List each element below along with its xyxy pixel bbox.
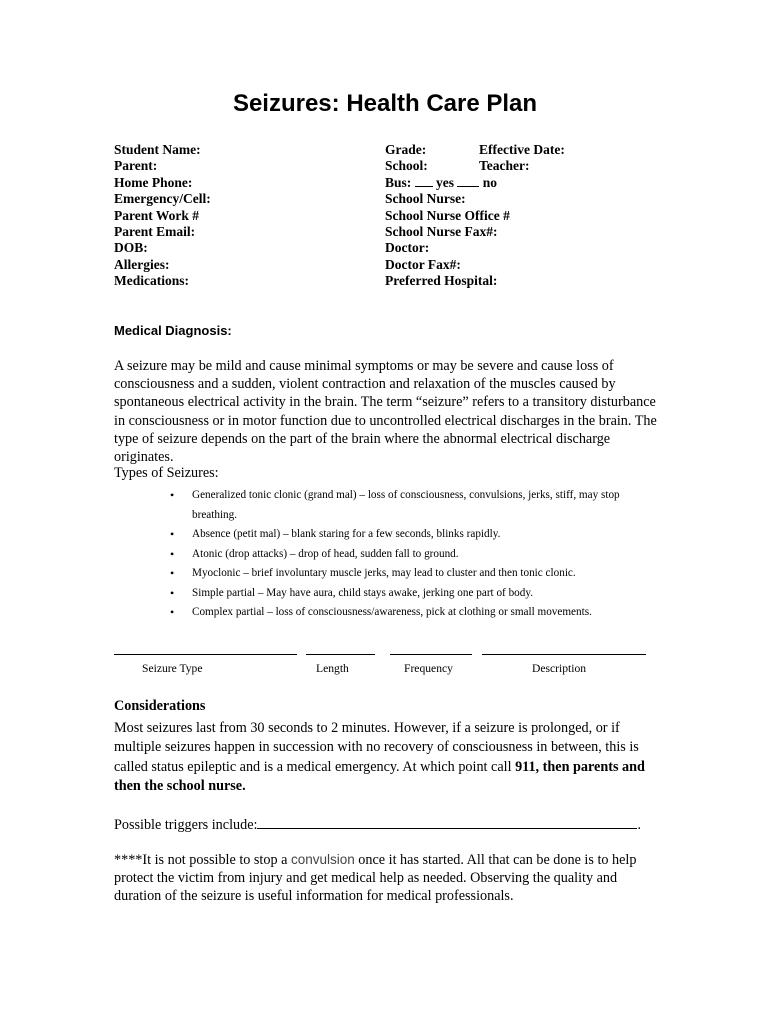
list-item: • Generalized tonic clonic (grand mal) – loss of consciousness, convulsions, jerks, stiff, may stop breathing. bbox=[170, 486, 655, 525]
teacher-label: Teacher: bbox=[479, 158, 530, 174]
note-paragraph bbox=[114, 851, 659, 906]
doctor-label: Doctor: bbox=[385, 240, 430, 256]
emergency-cell-label: Emergency/Cell: bbox=[114, 191, 211, 207]
triggers-label: Possible triggers include: bbox=[114, 817, 258, 833]
seizure-types-list bbox=[170, 486, 655, 623]
home-phone-label: Home Phone: bbox=[114, 174, 193, 190]
frequency-header: Frequency bbox=[404, 662, 453, 675]
bus-yes-label: yes bbox=[436, 174, 455, 190]
parent-work-label: Parent Work # bbox=[114, 207, 200, 223]
student-name-label: Student Name: bbox=[114, 142, 201, 157]
note-suffix: once it has started. All that can be done is to help protect the victim from injury and get medical help as needed. Observing the quality and duration of the seizure is useful information for medical professionals. bbox=[114, 852, 637, 905]
school-nurse-label: School Nurse: bbox=[385, 191, 466, 207]
school-info-right bbox=[385, 142, 565, 290]
length-line[interactable] bbox=[306, 654, 375, 655]
medical-diagnosis-heading: Medical Diagnosis: bbox=[114, 323, 232, 338]
emergency-instruction: 911, then parents and then the school nurse. bbox=[114, 758, 645, 794]
grade-row bbox=[385, 142, 565, 158]
effective-date-label: Effective Date: bbox=[479, 142, 565, 157]
bus-no-label: no bbox=[482, 174, 498, 190]
page-title: Seizures: Health Care Plan bbox=[232, 90, 538, 117]
seizure-type-header: Seizure Type bbox=[142, 662, 203, 675]
grade-label: Grade: bbox=[385, 142, 427, 157]
types-of-seizures-label: Types of Seizures: bbox=[114, 465, 219, 481]
bus-no-blank[interactable] bbox=[457, 175, 479, 187]
considerations-heading: Considerations bbox=[114, 698, 206, 714]
note-prefix: ****It is not possible to stop a bbox=[114, 852, 291, 868]
parent-label: Parent: bbox=[114, 158, 158, 174]
allergies-label: Allergies: bbox=[114, 256, 170, 272]
student-info-left bbox=[114, 142, 211, 290]
bus-label: Bus: bbox=[385, 174, 412, 190]
school-nurse-office-label: School Nurse Office # bbox=[385, 207, 510, 223]
considerations-text: Most seizures last from 30 seconds to 2 minutes. However, if a seizure is prolonged, or if multiple seizures happen in succession with no recovery of consciousness in between, this is called status epileptic and is a medical emergency. At which point call bbox=[114, 720, 639, 775]
triggers-field[interactable] bbox=[257, 816, 637, 829]
doctor-fax-label: Doctor Fax#: bbox=[385, 256, 461, 272]
school-label: School: bbox=[385, 158, 428, 174]
school-row bbox=[385, 158, 565, 174]
considerations-paragraph bbox=[114, 719, 659, 796]
list-item: • Complex partial – loss of consciousness/awareness, pick at clothing or small movements. bbox=[170, 603, 655, 623]
medications-label: Medications: bbox=[114, 273, 189, 289]
bus-row bbox=[385, 175, 565, 191]
list-item: • Simple partial – May have aura, child stays awake, jerking one part of body. bbox=[170, 584, 655, 604]
length-header: Length bbox=[316, 662, 349, 675]
triggers-period: . bbox=[637, 817, 641, 833]
list-item: • Atonic (drop attacks) – drop of head, sudden fall to ground. bbox=[170, 545, 655, 565]
convulsion-word: convulsion bbox=[290, 852, 355, 867]
preferred-hospital-label: Preferred Hospital: bbox=[385, 273, 498, 289]
list-item: • Myoclonic – brief involuntary muscle jerks, may lead to cluster and then tonic clonic. bbox=[170, 564, 655, 584]
frequency-line[interactable] bbox=[390, 654, 472, 655]
description-line[interactable] bbox=[482, 654, 646, 655]
school-nurse-fax-label: School Nurse Fax#: bbox=[385, 224, 498, 240]
diagnosis-paragraph: A seizure may be mild and cause minimal symptoms or may be severe and cause loss of consciousness and a sudden, violent contraction and relaxation of the muscles caused by spontaneous electrical activity in the brain. The term “seizure” refers to a transitory disturbance in consciousness or in motor function due to uncontrolled electrical discharges in the brain. The type of seizure depends on the part of the brain where the abnormal electrical discharge originates. bbox=[114, 358, 657, 466]
description-header: Description bbox=[532, 662, 587, 675]
parent-email-label: Parent Email: bbox=[114, 224, 196, 240]
list-item: • Absence (petit mal) – blank staring for a few seconds, blinks rapidly. bbox=[170, 525, 655, 545]
seizure-type-line[interactable] bbox=[114, 654, 297, 655]
bus-yes-blank[interactable] bbox=[415, 175, 433, 187]
triggers-row bbox=[114, 816, 641, 834]
dob-label: DOB: bbox=[114, 240, 148, 256]
